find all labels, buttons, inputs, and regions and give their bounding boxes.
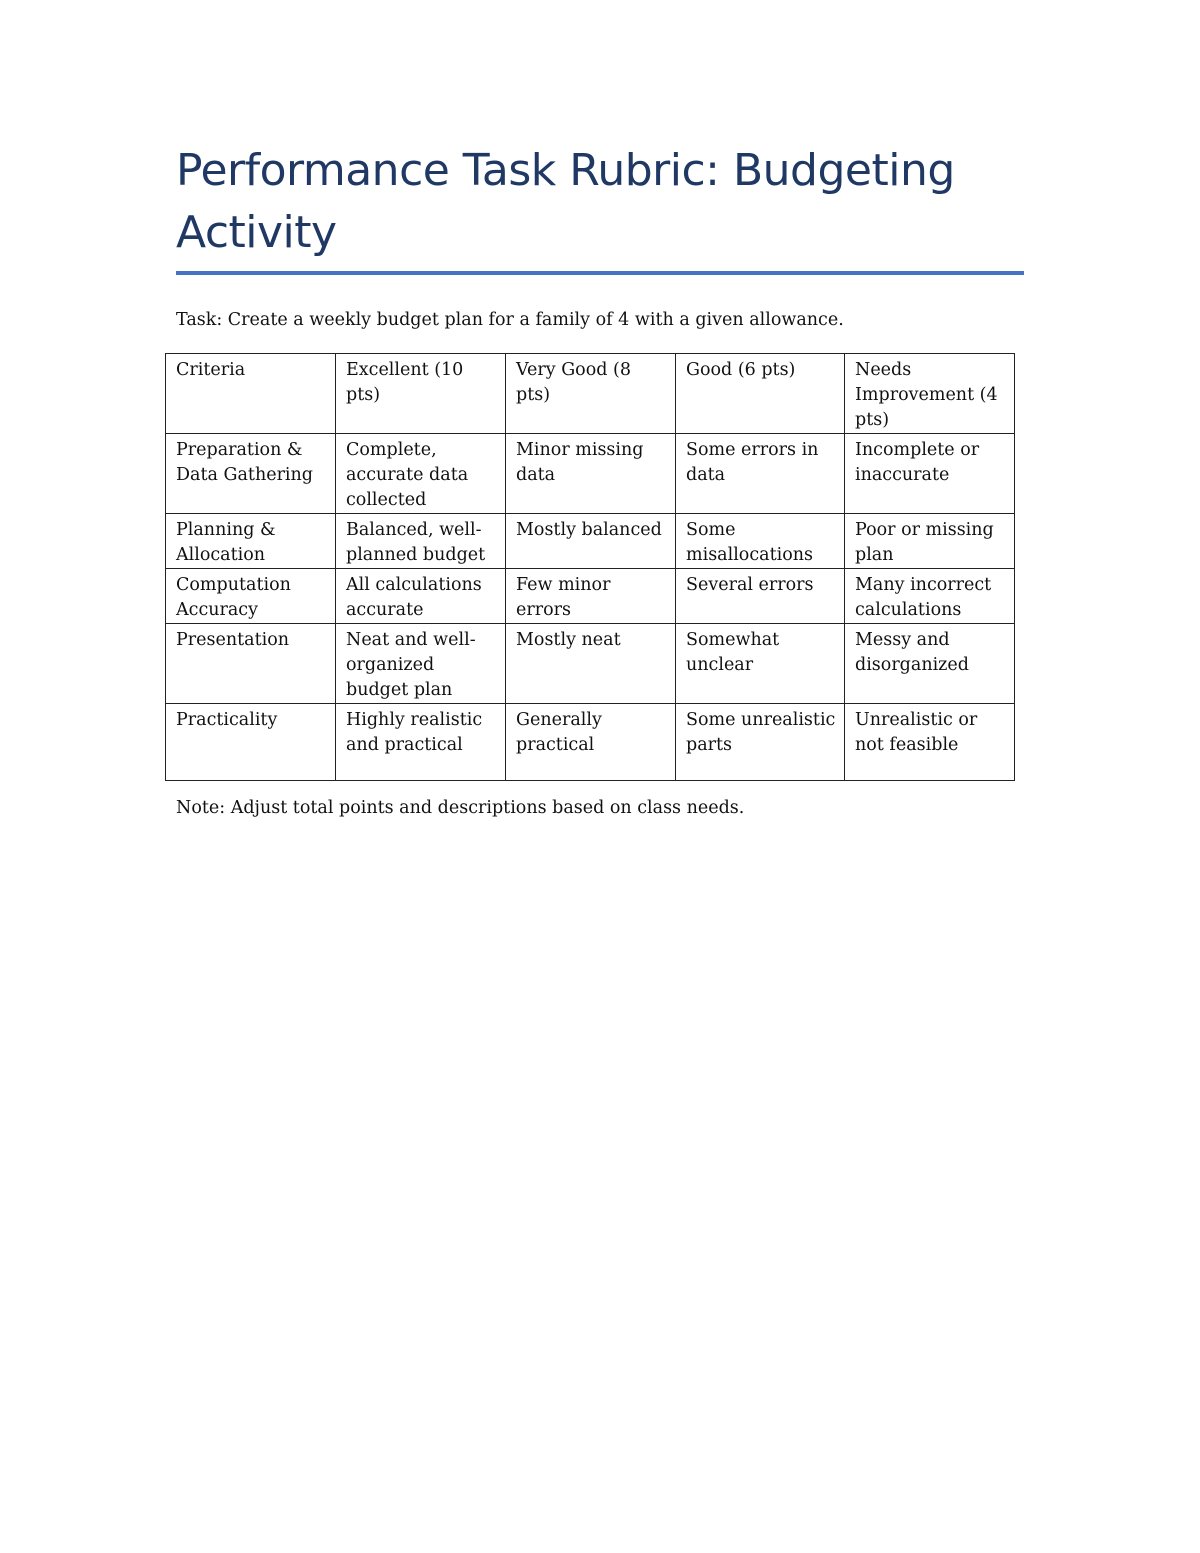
table-cell: Minor missing data (506, 434, 676, 514)
criteria-cell: Presentation (166, 624, 336, 704)
table-cell: Some unrealistic parts (676, 704, 845, 781)
table-cell: Poor or missing plan (845, 514, 1015, 569)
table-row (166, 624, 1015, 704)
table-cell: Some misallocations (676, 514, 845, 569)
criteria-cell: Preparation & Data Gathering (166, 434, 336, 514)
table-cell: Several errors (676, 569, 845, 624)
table-cell: Messy and disorganized (845, 624, 1015, 704)
table-cell: Incomplete or inaccurate (845, 434, 1015, 514)
rubric-table (165, 353, 1015, 781)
table-cell: All calculations accurate (336, 569, 506, 624)
table-cell: Neat and well-organized budget plan (336, 624, 506, 704)
table-row (166, 434, 1015, 514)
header-cell-good: Good (6 pts) (676, 354, 845, 434)
header-cell-needs-improvement: Needs Improvement (4 pts) (845, 354, 1015, 434)
table-row (166, 704, 1015, 781)
title-underline (176, 271, 1024, 275)
page-title: Performance Task Rubric: Budgeting Activity (176, 145, 955, 258)
note-text: Note: Adjust total points and descriptions based on class needs. (176, 798, 745, 818)
table-cell: Complete, accurate data collected (336, 434, 506, 514)
header-cell-very-good: Very Good (8 pts) (506, 354, 676, 434)
table-cell: Generally practical (506, 704, 676, 781)
header-cell-excellent: Excellent (10 pts) (336, 354, 506, 434)
table-row (166, 569, 1015, 624)
table-cell: Highly realistic and practical (336, 704, 506, 781)
table-cell: Mostly balanced (506, 514, 676, 569)
table-cell: Some errors in data (676, 434, 845, 514)
table-cell: Somewhat unclear (676, 624, 845, 704)
criteria-cell: Practicality (166, 704, 336, 781)
criteria-cell: Planning & Allocation (166, 514, 336, 569)
table-cell: Many incorrect calculations (845, 569, 1015, 624)
table-row (166, 514, 1015, 569)
table-cell: Balanced, well-planned budget (336, 514, 506, 569)
task-description: Task: Create a weekly budget plan for a family of 4 with a given allowance. (176, 310, 844, 330)
header-cell-criteria: Criteria (166, 354, 336, 434)
table-cell: Unrealistic or not feasible (845, 704, 1015, 781)
table-cell: Few minor errors (506, 569, 676, 624)
table-header-row (166, 354, 1015, 434)
table-cell: Mostly neat (506, 624, 676, 704)
criteria-cell: Computation Accuracy (166, 569, 336, 624)
